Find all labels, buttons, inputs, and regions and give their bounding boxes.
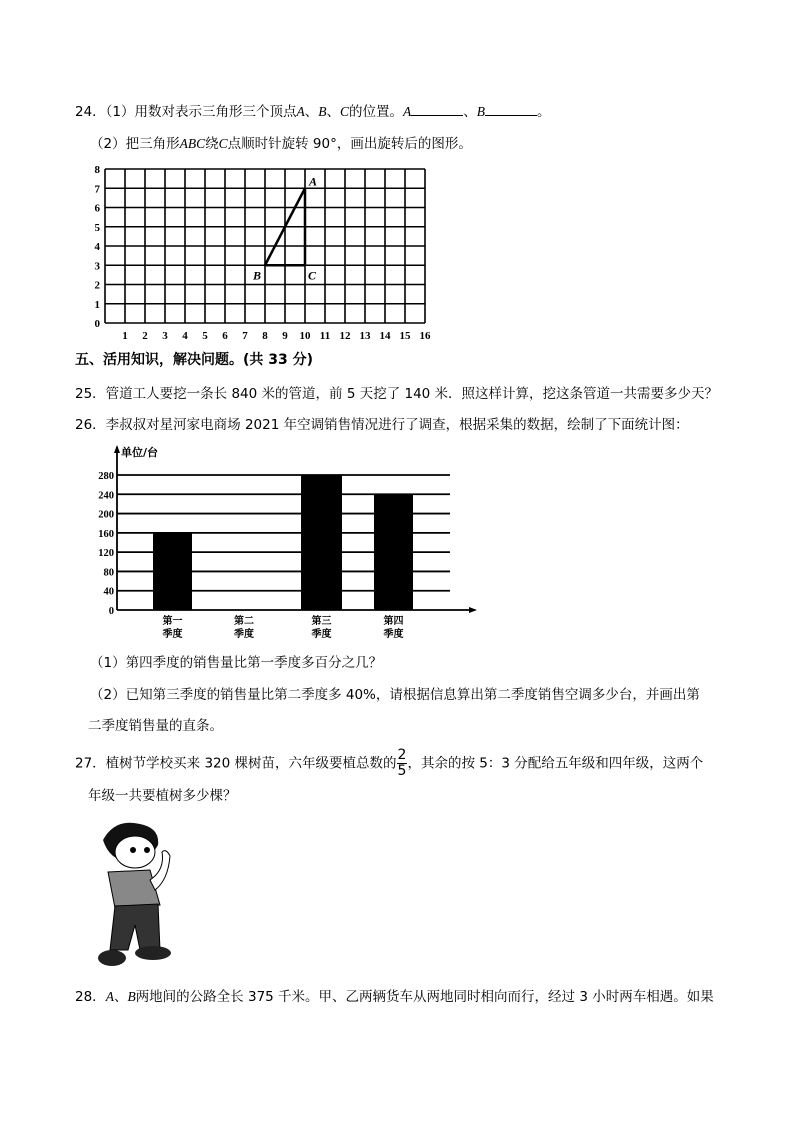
- x-tick-label: 1: [122, 330, 128, 342]
- question-27-cont: 年级一共要植树多少棵？: [88, 788, 237, 804]
- y-tick-label: 8: [94, 164, 100, 176]
- x-tick-label: 15: [399, 330, 411, 342]
- bar: [301, 475, 342, 610]
- x-tick-label: 4: [182, 330, 188, 342]
- x-tick-label: 第一: [162, 616, 183, 627]
- q28-text: 28．: [75, 989, 106, 1005]
- x-tick-label: 11: [319, 330, 331, 342]
- x-tick-label: 第二: [234, 616, 254, 627]
- place-a: A: [105, 989, 114, 1004]
- x-tick-label: 5: [202, 330, 208, 342]
- triangle-name: ABC: [179, 136, 206, 151]
- x-tick-label: 16: [419, 330, 431, 342]
- question-26-sub2: （2）已知第三季度的销售量比第二季度多 40%，请根据信息算出第二季度销售空调多少台，并画出第: [90, 687, 700, 703]
- fraction: [397, 748, 408, 779]
- section-title: 五、活用知识，解决问题。(共 33 分): [75, 352, 314, 368]
- x-tick-label: 季度: [234, 629, 254, 640]
- vertex-a: A: [296, 104, 305, 119]
- answer-blank-a[interactable]: [411, 103, 463, 116]
- point-label-a: A: [309, 174, 318, 189]
- bar: [153, 533, 192, 610]
- question-27: [75, 748, 703, 779]
- numerator: 2: [397, 747, 407, 763]
- vertex-b: B: [318, 104, 327, 119]
- x-tick-label: 季度: [311, 629, 332, 640]
- x-tick-label: 6: [222, 330, 228, 342]
- q28-text: 两地间的公路全长 375 千米。甲、乙两辆货车从两地同时相向而行，经过 3 小时两车相遇。如果: [135, 989, 714, 1005]
- q24-part1: [75, 103, 551, 121]
- denominator: 5: [397, 763, 407, 779]
- point-label-c: C: [308, 268, 317, 283]
- x-axis-arrow: [469, 607, 477, 613]
- sep: 、: [113, 989, 128, 1005]
- y-tick-label: 80: [103, 567, 114, 579]
- y-tick-label: 1: [94, 298, 100, 311]
- sep: 、: [463, 104, 477, 120]
- x-tick-label: 7: [242, 330, 248, 342]
- q24-part2: [90, 135, 472, 153]
- y-axis-arrow: [114, 445, 120, 453]
- x-tick-label: 季度: [383, 629, 404, 640]
- sep: 、: [326, 104, 341, 120]
- question-28: [75, 988, 714, 1006]
- question-26-sub2-cont: 二季度销售量的直条。: [88, 718, 223, 734]
- y-tick-label: 0: [108, 606, 114, 617]
- y-tick-label: 5: [94, 221, 100, 234]
- triangle-side-ab: [265, 188, 305, 265]
- question-26: 26．李叔叔对星河家电商场 2021 年空调销售情况进行了调查，根据采集的数据，绘制了下面统计图：: [75, 417, 689, 433]
- y-tick-label: 280: [98, 471, 114, 482]
- q24-text: 点顺时针旋转 90°，画出旋转后的图形。: [227, 136, 472, 152]
- y-tick-label: 120: [98, 548, 114, 560]
- x-tick-label: 8: [262, 330, 268, 342]
- y-tick-label: 7: [94, 183, 100, 196]
- x-tick-label: 季度: [162, 629, 183, 640]
- q24-text: 的位置。: [349, 104, 404, 120]
- y-tick-label: 2: [94, 279, 100, 292]
- y-tick-label: 0: [94, 318, 100, 330]
- place-b: B: [127, 989, 136, 1004]
- question-26-sub1: （1）第四季度的销售量比第一季度多百分之几？: [90, 655, 383, 671]
- q27-text: ，其余的按 5：3 分配给五年级和四年级，这两个: [407, 755, 704, 772]
- x-tick-label: 9: [282, 330, 288, 342]
- q24-text: 24．（1）用数对表示三角形三个顶点: [75, 104, 297, 120]
- blank-a-label: A: [403, 104, 412, 119]
- vertex-c: C: [218, 136, 228, 151]
- x-tick-label: 13: [359, 330, 371, 342]
- question-25: 25．管道工人要挖一条长 840 米的管道，前 5 天挖了 140 米．照这样计算，挖这条管道一共需要多少天？: [75, 386, 719, 402]
- y-tick-label: 240: [98, 490, 114, 502]
- bar: [374, 494, 413, 610]
- x-tick-label: 10: [299, 330, 311, 342]
- y-tick-label: 3: [94, 260, 100, 273]
- q24-text: （2）把三角形: [90, 136, 180, 152]
- y-axis-unit-label: 单位/台: [121, 446, 159, 459]
- y-tick-label: 4: [94, 241, 100, 253]
- y-tick-label: 200: [98, 509, 114, 521]
- y-tick-label: 160: [98, 528, 114, 540]
- sep: 。: [537, 104, 551, 120]
- x-tick-label: 2: [142, 330, 148, 342]
- x-tick-label: 12: [339, 330, 351, 342]
- q27-text: 27．植树节学校买来 320 棵树苗，六年级要植总数的: [75, 755, 397, 772]
- point-label-b: B: [253, 268, 262, 283]
- blank-b-label: B: [476, 104, 486, 119]
- y-tick-label: 40: [103, 586, 114, 598]
- x-tick-label: 3: [162, 330, 168, 342]
- x-tick-label: 第三: [311, 616, 332, 627]
- y-tick-label: 6: [94, 202, 100, 215]
- answer-blank-b[interactable]: [485, 103, 537, 116]
- x-tick-label: 第四: [383, 616, 404, 627]
- vertex-c: C: [340, 104, 350, 119]
- q24-text: 绕: [205, 136, 219, 152]
- x-tick-label: 14: [379, 330, 391, 342]
- sep: 、: [304, 104, 319, 120]
